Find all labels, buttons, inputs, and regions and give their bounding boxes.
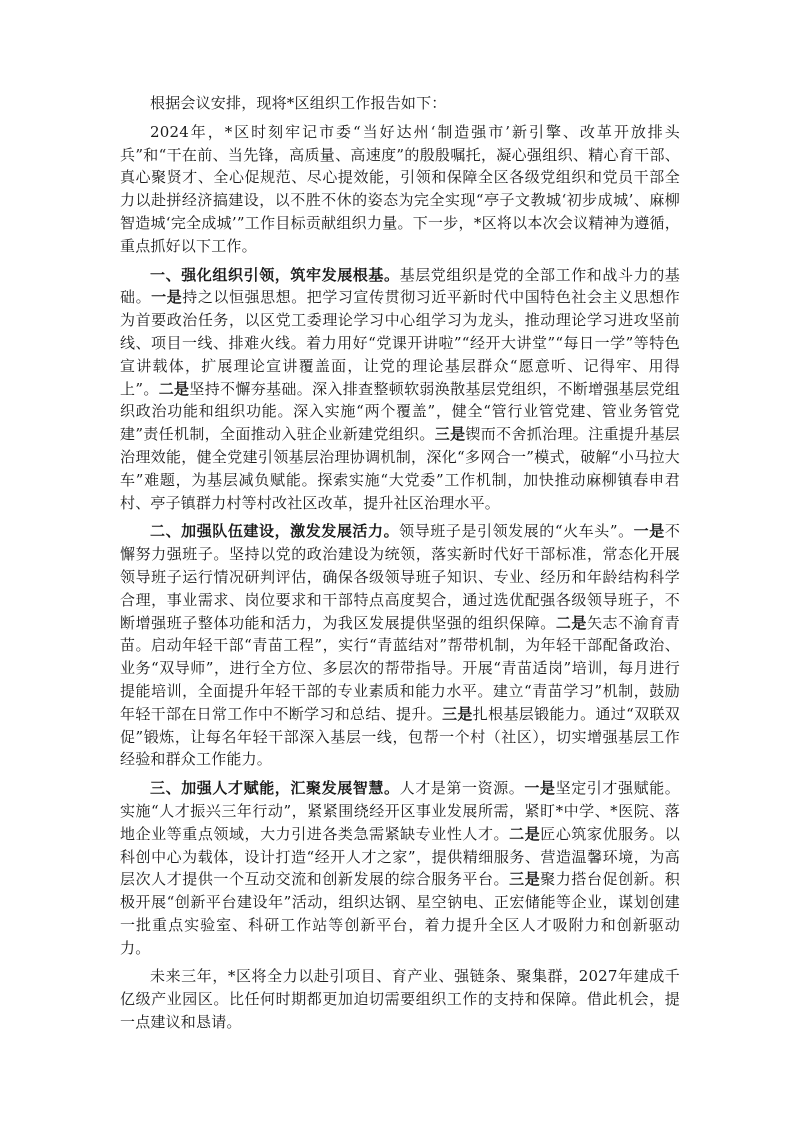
section-3-point-3-text: 聚力搭台促创新。积极开展“创新平台建设年”活动，组织达钢、星空钠电、正宏储能等企业，谋划创建一批重点实验室、科研工作站等创新平台，着力提升全区人才吸附力和创新驱动力。 [120, 870, 680, 957]
section-3-point-1-key: 一是 [524, 779, 556, 798]
section-2-point-3-text: 扎根基层锻能力。通过“双联双促”锻炼，让每名年轻干部深入基层一线，包帮一个村（社区），切实增强基层工作经验和群众工作能力。 [120, 704, 681, 769]
section-1-point-1-text: 持之以恒强思想。把学习宣传贯彻习近平新时代中国特色社会主义思想作为首要政治任务，以区党工委理论学习中心组学习为龙头，推动理论学习进攻坚前线、项目一线、排难火线。着力用好“党课开讲啦”“经开大讲堂”“每日一学”等特色宣讲载体，扩展理论宣讲覆盖面，让党的理论基层群众“愿意听、记得牢、用得上”。 [120, 288, 681, 398]
section-1-point-1-key: 一是 [151, 288, 183, 307]
section-3-paragraph [120, 777, 680, 959]
section-2-heading: 二、加强队伍建设，激发发展活力。 [150, 522, 400, 541]
section-1-paragraph [120, 264, 680, 515]
section-1-point-3-key: 三是 [434, 425, 466, 444]
section-3-point-2-text: 匠心筑家优服务。以科创中心为载体，设计打造“经开人才之家”，提供精细服务、营造温馨环境，为高层次人才提供一个互动交流和创新发展的综合服务平台。 [120, 824, 680, 889]
section-2-point-2-key: 二是 [555, 613, 587, 632]
section-1-heading: 一、强化组织引领，筑牢发展根基。 [150, 265, 400, 284]
section-2-point-1-key: 一是 [633, 522, 665, 541]
section-1-lead: 基层党组织是党的全部工作和战斗力的基础。 [120, 265, 681, 307]
section-2-point-2-text: 矢志不渝育青苗。启动年轻干部“青苗工程”，实行“青蓝结对”帮带机制，为年轻干部配备政治、业务“双导师”，进行全方位、多层次的帮带指导。开展“青苗适岗”培训，每月进行提能培训，全面提升年轻干部的专业素质和能力水平。建立“青苗学习”机制，鼓励年轻干部在日常工作中不断学习和总结、提升。 [120, 613, 680, 723]
section-1-point-2-key: 二是 [158, 379, 190, 398]
section-2-point-1-text: 不懈努力强班子。坚持以党的政治建设为统领，落实新时代好干部标准，常态化开展领导班子运行情况研判评估，确保各级领导班子知识、专业、经历和年龄结构科学合理，事业需求、岗位要求和干部特点高度契合，通过选优配强各级领导班子，不断增强班子整体功能和活力，为我区发展提供坚强的组织保障。 [120, 522, 681, 632]
section-2-paragraph [120, 520, 680, 771]
section-1-point-2-text: 坚持不懈夯基础。深入排查整顿软弱涣散基层党组织，不断增强基层党组织政治功能和组织功能。深入实施“两个覆盖”，健全“管行业管党建、管业务管党建”责任机制，全面推动入驻企业新建党组织。 [120, 379, 681, 444]
section-2-point-3-key: 三是 [442, 704, 473, 723]
section-3-heading: 三、加强人才赋能，汇聚发展智慧。 [150, 779, 400, 798]
section-1-point-3-text: 锲而不舍抓治理。注重提升基层治理效能，健全党建引领基层治理协调机制，深化“多网合一”模式，破解“小马拉大车”难题，为基层减负赋能。探索实施“大党委”工作机制，加快推动麻柳镇春申君村、亭子镇群力村等村改社区改革，提升社区治理水平。 [120, 425, 680, 512]
document-page [120, 92, 680, 1040]
overview-paragraph: 2024年，*区时刻牢记市委“当好达州‘制造强市’新引擎、改革开放排头兵”和“干在前、当先锋，高质量、高速度”的殷殷嘱托，凝心强组织、精心育干部、真心聚贤才、全心促规范、尽心提效能，引领和保障全区各级党组织和党员干部全力以赴拼经济搞建设，以不胜不休的姿态为完全实现“亭子文教城‘初步成城’、麻柳智造城‘完全成城’”工作目标贡献组织力量。下一步，*区将以本次会议精神为遵循，重点抓好以下工作。 [120, 122, 680, 255]
section-3-point-1-text: 坚定引才强赋能。实施“人才振兴三年行动”，紧紧围绕经开区事业发展所需，紧盯*中学、*医院、落地企业等重点领域，大力引进各类急需紧缺专业性人才。 [120, 779, 680, 843]
section-3-point-2-key: 二是 [509, 824, 541, 843]
section-2-lead: 领导班子是引领发展的“火车头”。 [399, 522, 634, 541]
section-3-lead: 人才是第一资源。 [399, 779, 525, 798]
section-3-point-3-key: 三是 [509, 870, 541, 889]
intro-paragraph: 根据会议安排，现将*区组织工作报告如下： [150, 94, 447, 112]
closing-paragraph: 未来三年，*区将全力以赴引项目、育产业、强链条、聚集群，2027年建成千亿级产业园区。比任何时期都更加迫切需要组织工作的支持和保障。借此机会，提一点建议和恳请。 [120, 967, 680, 1032]
